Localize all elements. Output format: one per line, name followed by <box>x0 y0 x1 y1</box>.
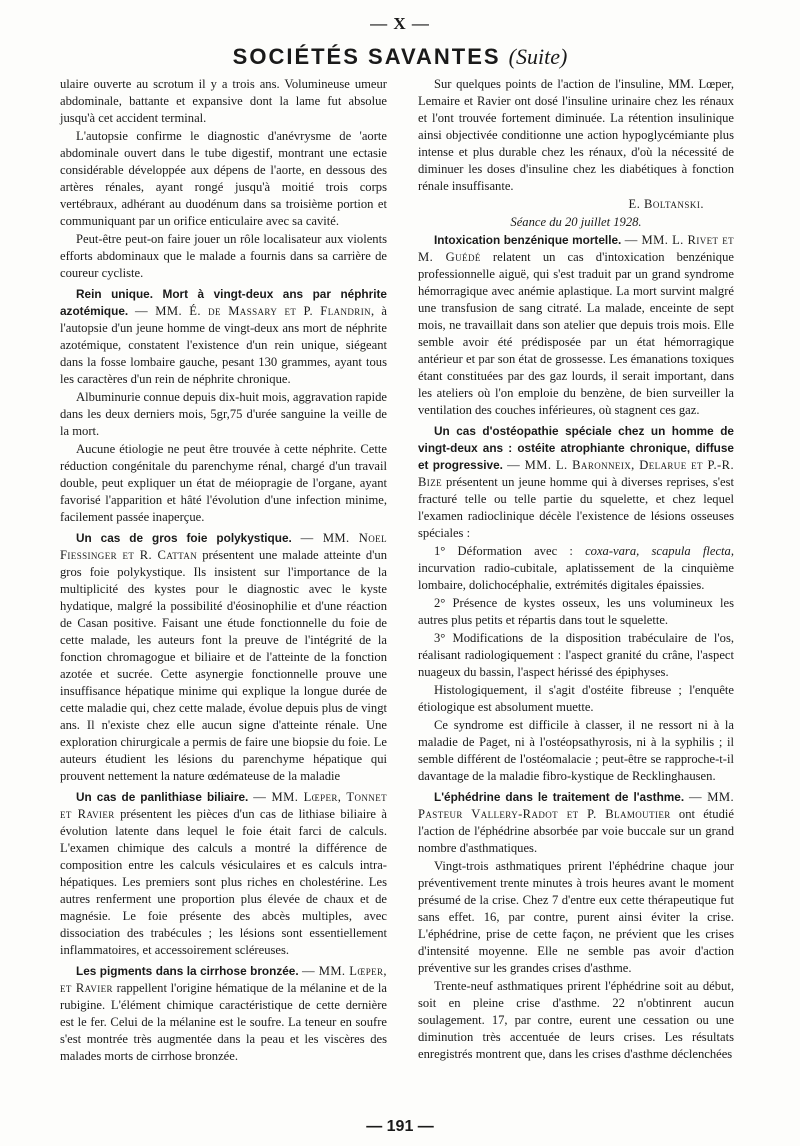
paragraph: Vingt-trois asthmatiques prirent l'éphédrine chaque jour préventivement trente minutes à trois heures avant le moment présumé de la crise. Chez 7 d'entre eux cette thérapeutique fut sans effet. 16, par contre, purent ainsi éviter la crise. L'éphédrine, prise de cette façon, ne prévient que les crises d'intensité moyenne. Elle ne semble pas avoir d'action préventive sur les grandes crises d'asthme. <box>418 859 734 975</box>
list-item-text: incurvation radio-cubitale, aplatissement de la cinquième lombaire, dolichocéphalie, extrémités digitales épaissies. <box>418 561 734 592</box>
article-authors: — MM. L. Baronneix, Delarue et P.-R. Bize <box>418 458 734 489</box>
article-authors: — MM. Noel Fiessinger et R. Cattan <box>60 531 387 562</box>
article-text: présentent un jeune homme qui à diverses reprises, s'est fracturé telle ou telle partie du squelette, et chez lequel l'examen radioclinique décèle l'existence de lésions osseuses spéciales : <box>418 475 734 540</box>
article-osteopathie <box>418 423 734 542</box>
paragraph: L'autopsie confirme le diagnostic d'anévrysme de 'aorte abdominale ouvert dans le tube digestif, montrant une ectasie considérable développée aux dépens de l'aorte, en dessous des artères rénales, ayant rongé jusqu'à moitié trois corps vertébraux, adhérant au duodénum dans sa troisième portion et communiquant par un orifice enticulaire avec sa cavité. <box>60 129 387 228</box>
title-suite: (Suite) <box>508 44 568 69</box>
article-heading: Un cas d'ostéopathie spéciale chez un homme de vingt-deux ans : ostéite atrophiante chronique, diffuse et progressive. <box>418 424 734 472</box>
paragraph: Ce syndrome est difficile à classer, il ne ressort ni à la maladie de Paget, ni à l'ostéopsathyrosis, ni à la syphilis ; il semble différent de l'ostéomalacie ; peut-être se rapproche-t-il davantage de la maladie fibro-kystique de Recklinghausen. <box>418 718 734 783</box>
list-item: 2° Présence de kystes osseux, les uns volumineux les autres plus petits et répartis dans tout le squelette. <box>418 596 734 627</box>
list-item: 3° Modifications de la disposition trabéculaire de l'os, réalisant radiologiquement : l'aspect granité du crâne, l'aspect nuageux du bassin, l'aspect hérissé des épiphyses. <box>418 631 734 679</box>
article-authors: — MM. Lœper, et Ravier <box>60 964 387 995</box>
article-ephedrine <box>418 789 734 857</box>
list-item-text: 1° Déformation avec : <box>434 544 586 558</box>
article-authors: — MM. Pasteur Vallery-Radot et P. Blamoutier <box>418 790 734 821</box>
article-heading: Intoxication benzénique mortelle. <box>434 233 622 247</box>
article-authors: — MM. L. Rivet et M. Guédé <box>418 233 735 264</box>
page-title <box>0 44 800 70</box>
article-text: rappellent l'origine hématique de la mélanine et de la rubigine. L'élément chimique caractéristique de cette dernière est le fer. Celui de la mélanine est le soufre. La teneur en soufre s'est montrée très augmentée dans la peau et les viscères des malades morts de cirrhose bronzée. <box>60 981 388 1063</box>
section-roman-numeral: — X — <box>370 14 430 33</box>
article-heading: Un cas de panlithiase biliaire. <box>76 790 249 804</box>
session-date: Séance du 20 juillet 1928. <box>510 215 642 229</box>
paragraph: ulaire ouverte au scrotum il y a trois ans. Volumineuse umeur abdominale, battante et expansive dont la lame fut absolue jusqu'à cet accident terminal. <box>60 77 387 125</box>
left-column <box>60 76 387 1066</box>
article-heading: Rein unique. Mort à vingt-deux ans par néphrite azotémique. <box>60 287 387 318</box>
paragraph: Sur quelques points de l'action de l'insuline, MM. Lœper, Lemaire et Ravier ont dosé l'insuline urinaire chez les rénaux et l'ont trouvée fortement diminuée. La rétention insulinique ainsi objectivée conditionne une action hypoglycémiante plus intense et plus durable chez les rénaux, d'où la nécessité de diminuer les doses d'insuline chez les diabétiques à fonction rénale insuffisante. <box>418 77 734 193</box>
title-text: SOCIÉTÉS SAVANTES <box>232 44 501 69</box>
article-text: présentent les pièces d'un cas de lithiase biliaire à évolution latente dans lequel le foie était farci de calculs. L'examen chimique des calculs a montré la différence de composition entre les calculs vésiculaires et es calculs intra-hépatiques. Les premiers sont plus riches en cholestérine. Les autres renferment une proportion plus élevée de chaux et de magnésie. Le foie présente des abcès multiples, avec dissociation des trabécules ; les lésions sont essentiellement inflammatoires, et accessoirement scléreuses. <box>60 807 387 957</box>
right-column <box>418 76 734 1064</box>
article-panlithiase <box>60 789 387 959</box>
article-heading: L'éphédrine dans le traitement de l'asthme. <box>434 790 685 804</box>
article-benzene <box>418 232 734 419</box>
paragraph: Peut-être peut-on faire jouer un rôle localisateur aux violents efforts abdominaux que le malade a fournis dans sa carrière de coureur cycliste. <box>60 232 387 280</box>
signature: E. Boltanski. <box>628 197 704 211</box>
article-foie-polykystique <box>60 530 387 785</box>
list-item-italic: coxa-vara, scapula flecta, <box>585 544 734 558</box>
article-heading: Un cas de gros foie polykystique. <box>76 531 292 545</box>
article-rein-unique <box>60 286 387 388</box>
paragraph: Trente-neuf asthmatiques prirent l'éphédrine soit au début, soit en pleine crise d'asthme. 22 n'obtinrent aucun soulagement. 17, par contre, eurent une cessation ou une diminution très accentuée de leurs crises. Les résultats enregistrés montrent que, dans les crises d'asthme déclenchées <box>418 979 734 1061</box>
article-text: relatent un cas d'intoxication benzénique professionnelle aiguë, qui s'est traduit par un grand syndrome hémorragique avec anémie aplastique. La mort survint malgré une transfusion de sang citraté. La malade, enceinte de sept mois, ne travaillait dans son atelier que depuis trois mois. Elle semble avoir été prédisposée par un état hémorragique antérieur et par son état de grossesse. Les émanations toxiques étant constituées par des gaz lourds, il serait important, dans les ateliers où l'on emploie du benzène, de bien surveiller la ventilation des couches inférieures, où stagnent ces gaz. <box>418 250 734 417</box>
paragraph: Histologiquement, il s'agit d'ostéite fibreuse ; l'enquête étiologique est absolument muette. <box>418 683 734 714</box>
paragraph: Aucune étiologie ne peut être trouvée à cette néphrite. Cette réduction congénitale du parenchyme rénal, chargé d'un travail double, peut expliquer un état de méiopragie de l'organe, ayant favorisé l'apparition et hâté l'évolution d'une infection minime, facilement passée inaperçue. <box>60 442 387 524</box>
article-text: présentent une malade atteinte d'un gros foie polykystique. Ils insistent sur l'importance de la multiplicité des kystes pour le diagnostic avec le kyste hydatique, malgré la possibilité d'éosinophilie et d'une réaction de Casan positive. Faisant une étude fonctionnelle du foie de cette malade, les auteurs font la preuve de l'intégrité de la fonction chromagogue et biliaire et de l'atteinte de la fonction azotée et sucrée. Cette asynergie fonctionnelle prouve une insuffisance hépatique minime qui explique la longue durée de cette maladie qui, chez cette malade, évolue depuis plus de vingt ans. Il n'existe chez elle aucun signe d'atteinte rénale. Une exploration chirurgicale a permis de faire une biopsie du foie. Le auteurs étudient les lésions du parenchyme hépatique qui prouvent nettement la nature œdémateuse de la maladie <box>60 548 388 783</box>
list-item <box>418 543 734 594</box>
paragraph: Albuminurie connue depuis dix-huit mois, aggravation rapide dans les deux derniers mois, 5gr,75 d'urée sanguine la veille de la mort. <box>60 390 387 438</box>
article-text: ont étudié l'action de l'éphédrine absorbée par voie buccale sur un grand nombre d'asthmatiques. <box>418 807 734 855</box>
article-authors: — MM. É. de Massary et P. Flandrin, <box>135 304 375 318</box>
article-pigments <box>60 963 387 1065</box>
article-text: à l'autopsie d'un jeune homme de vingt-deux ans mort de néphrite azotémique, constatent l'existence d'un rein unique, siégeant dans la fosse lombaire gauche, pesant 130 grammes, ayant tous les caractères d'un rein de néphrite chronique. <box>60 304 387 386</box>
article-authors: — MM. Lœper, Tonnet et Ravier <box>60 790 387 821</box>
article-heading: Les pigments dans la cirrhose bronzée. <box>76 964 299 978</box>
page-number: — 191 — <box>366 1118 434 1135</box>
